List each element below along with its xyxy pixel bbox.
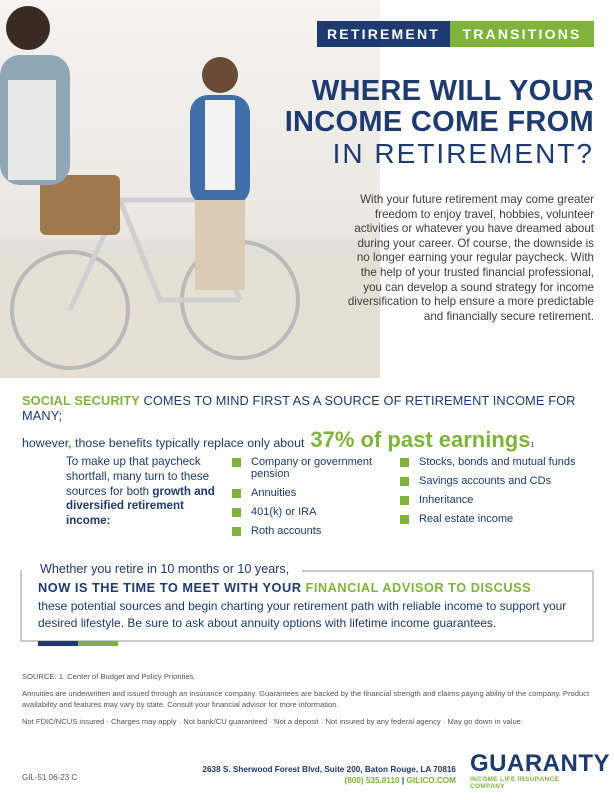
contact-separator: | bbox=[399, 776, 407, 785]
social-security-statement bbox=[22, 393, 597, 453]
callout-body: these potential sources and begin charting your retirement path with reliable income to support your desired lifestyle. Be sure to ask about annuity options with lifetime income guarantees. bbox=[38, 599, 567, 630]
social-security-line-1 bbox=[22, 393, 597, 423]
social-security-rest: COMES TO MIND FIRST AS A SOURCE OF RETIREMENT INCOME FOR MANY; bbox=[22, 393, 576, 423]
series-banner bbox=[317, 21, 594, 47]
address-line: 2638 S. Sherwood Forest Blvd, Suite 200, Baton Rouge, LA 70816 bbox=[202, 765, 456, 774]
title-line-2: INCOME COME FROM bbox=[284, 106, 594, 138]
logo-subtitle: INCOME LIFE INSURANCE COMPANY bbox=[470, 776, 560, 790]
list-item-label: Inheritance bbox=[419, 494, 474, 506]
page-title bbox=[285, 76, 594, 169]
form-code: GIL-51 06-23 C bbox=[22, 773, 78, 782]
phone-number[interactable]: (800) 535.8110 bbox=[344, 776, 400, 785]
list-item-label: Annuities bbox=[251, 487, 297, 499]
bullet-icon bbox=[400, 496, 409, 505]
list-item bbox=[232, 525, 382, 537]
bullet-icon bbox=[232, 458, 241, 467]
accent-green bbox=[78, 641, 118, 646]
bullet-icon bbox=[400, 458, 409, 467]
callout-border-top bbox=[302, 570, 594, 572]
list-item bbox=[232, 506, 382, 518]
bullet-icon bbox=[400, 515, 409, 524]
logo-wordmark: GUARANTY bbox=[470, 750, 610, 777]
company-address bbox=[174, 764, 456, 786]
title-line-1: WHERE WILL YOUR bbox=[311, 75, 594, 107]
website-link[interactable]: GILICO.COM bbox=[406, 776, 456, 785]
list-item bbox=[232, 456, 382, 480]
contact-line bbox=[174, 775, 456, 786]
list-item bbox=[232, 487, 382, 499]
bullet-icon bbox=[232, 489, 241, 498]
bullet-icon bbox=[232, 527, 241, 536]
bullet-icon bbox=[232, 508, 241, 517]
fdic-notice: Not FDIC/NCUS insured · Charges may apply · Not bank/CU guaranteed · Not a deposit · Not insured by any federal agency · May go down in value. bbox=[22, 717, 524, 726]
title-line-3: IN RETIREMENT? bbox=[332, 138, 594, 169]
list-item-label: Savings accounts and CDs bbox=[419, 475, 552, 487]
source-note: SOURCE: 1. Center of Budget and Policy Priorities. bbox=[22, 672, 196, 681]
shortfall-bold: growth and diversified retirement income: bbox=[66, 484, 215, 528]
list-item bbox=[400, 456, 580, 468]
banner-left: RETIREMENT bbox=[317, 21, 450, 47]
income-sources-list-2 bbox=[400, 456, 580, 532]
callout-heading bbox=[38, 580, 531, 595]
list-item bbox=[400, 475, 580, 487]
list-item bbox=[400, 513, 580, 525]
list-item-label: Roth accounts bbox=[251, 525, 322, 537]
earnings-highlight: 37% of past earnings bbox=[310, 427, 531, 452]
intro-paragraph: With your future retirement may come greater freedom to enjoy travel, hobbies, volunteer activities or whatever you have dreamed about during your career. Of course, the downside is no longer earning your regular paycheck. With the help of your trusted financial professional, you can develop a sound strategy for income diversification to help ensure a more predictable and financially secure retirement. bbox=[347, 193, 594, 323]
callout-intro: Whether you retire in 10 months or 10 years, bbox=[36, 562, 293, 576]
callout-border-left bbox=[20, 570, 22, 642]
bullet-icon bbox=[400, 477, 409, 486]
couple-bicycles-illustration bbox=[0, 0, 380, 378]
footnote-marker: 1 bbox=[530, 442, 535, 449]
list-item-label: Company or government pension bbox=[251, 456, 373, 480]
company-logo bbox=[470, 750, 610, 790]
disclaimer: Annuities are underwritten and issued through an insurance company. Guarantees are backed by the financial strength and claims paying ability of the company. Product availability and features may vary by state. Consult your financial advisor for more information. bbox=[22, 689, 590, 709]
banner-right: TRANSITIONS bbox=[450, 21, 594, 47]
callout-heading-b: FINANCIAL ADVISOR TO DISCUSS bbox=[305, 580, 532, 595]
social-security-lead: SOCIAL SECURITY bbox=[22, 393, 140, 408]
callout-heading-a: NOW IS THE TIME TO MEET WITH YOUR bbox=[38, 580, 306, 595]
list-item-label: Real estate income bbox=[419, 513, 514, 525]
list-item bbox=[400, 494, 580, 506]
income-sources-list-1 bbox=[232, 456, 382, 544]
hero-photo bbox=[0, 0, 380, 378]
shortfall-body: To make up that paycheck shortfall, many turn to these sources for both bbox=[66, 455, 210, 498]
social-security-line-2 bbox=[22, 427, 597, 453]
shortfall-text bbox=[66, 455, 216, 529]
social-security-line2-text: however, those benefits typically replace only about bbox=[22, 436, 305, 450]
list-item-label: 401(k) or IRA bbox=[251, 506, 317, 518]
advisor-callout bbox=[22, 562, 594, 642]
accent-bar bbox=[38, 641, 118, 646]
list-item-label: Stocks, bonds and mutual funds bbox=[419, 456, 576, 468]
accent-navy bbox=[38, 641, 78, 646]
